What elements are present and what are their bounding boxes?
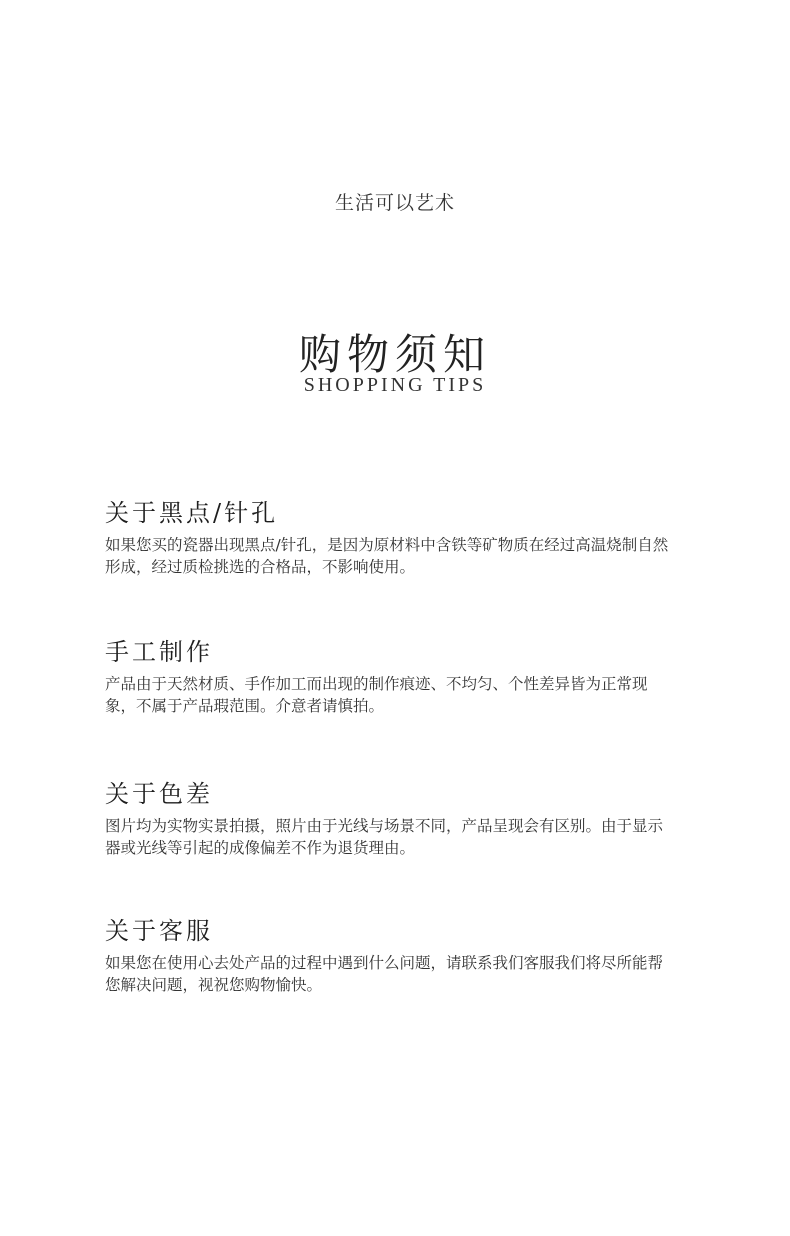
section-body: 产品由于天然材质、手作加工而出现的制作痕迹、不均匀、个性差异皆为正常现象，不属于产品瑕范围。介意者请慎拍。 — [105, 675, 648, 715]
page-title: 购物须知 — [298, 330, 491, 379]
page-subtitle: SHOPPING TIPS — [303, 374, 487, 396]
section-color-difference — [105, 779, 695, 859]
section-body: 如果您在使用心去处产品的过程中遇到什么问题，请联系我们客服我们将尽所能帮您解决问题，视祝您购物愉快。 — [105, 954, 664, 994]
section-heading: 关于客服 — [105, 917, 213, 945]
section-body: 如果您买的瓷器出现黑点/针孔，是因为原材料中含铁等矿物质在经过高温烧制自然形成，经过质检挑选的合格品，不影响使用。 — [105, 536, 669, 576]
section-handmade — [105, 637, 695, 717]
section-heading: 关于色差 — [105, 780, 213, 808]
section-customer-service — [105, 916, 695, 996]
section-heading: 关于黑点/针孔 — [105, 499, 279, 527]
section-body: 图片均为实物实景拍摄，照片由于光线与场景不同，产品呈现会有区别。由于显示器或光线等引起的成像偏差不作为退货理由。 — [105, 817, 664, 857]
slogan: 生活可以艺术 — [334, 192, 455, 214]
section-black-spots — [105, 498, 695, 578]
section-heading: 手工制作 — [105, 638, 213, 666]
